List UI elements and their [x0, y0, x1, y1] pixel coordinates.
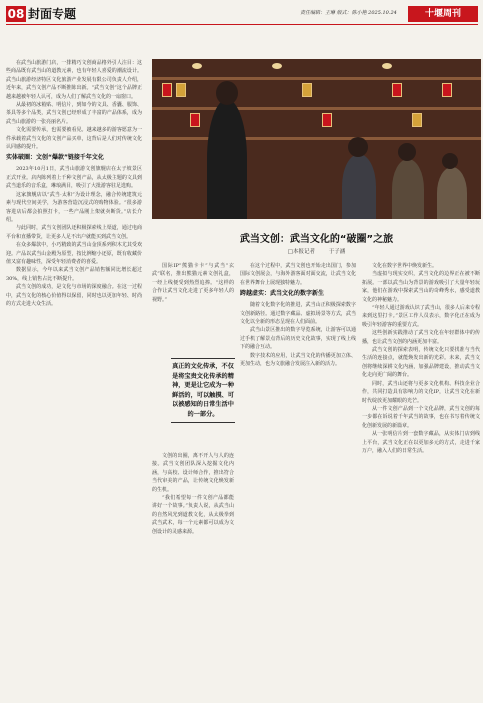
page-number: 08 — [7, 7, 25, 21]
body-paragraph: 从一张明信片到一套数字藏品，从实体门店到线上平台，武当文化正在以更加多元的方式，走进千家万户，融入人们的日常生活。 — [362, 431, 480, 454]
body-paragraph: 同时，武当山还将与更多文化机构、科技企业合作，共同打造具有影响力的文化IP，让武当文化在新时代绽放更加耀眼的光芒。 — [362, 380, 480, 404]
body-paragraph: 武当山景区推出的数字导览系统，让游客可以通过手机了解景点背后的历史文化故事，实现了线上线下的融合互动。 — [240, 327, 356, 351]
feature-photo — [152, 59, 481, 219]
subheading: 跨越虚实：武当文化的数字新生 — [240, 290, 325, 298]
editor-meta: 责任编辑：王琳 版式：陈小艳 2025.10.24 — [300, 10, 397, 16]
body-paragraph: “我们希望每一件文创产品都能讲好一个故事。”负责人说，从武当山的自然风光到道教文化，从太极拳到武当武术，每一个元素都可以成为文创设计的灵感来源。 — [152, 495, 234, 535]
body-paragraph: 随着文化数字化的推进，武当山正积极探索数字文创新路径。通过数字藏品、虚拟场景等方式，武当文化以全新的形态呈现在人们面前。 — [240, 302, 356, 326]
pull-quote: 真正的文化传承，不仅是将宝贵文化传承的精神，更是让它成为一种鲜活的，可以触摸、可以被感知的日常生活中的一部分。 — [171, 358, 235, 423]
body-paragraph: 在众多爆款中，小巧精致的武当山金顶系列积木尤其受欢迎。产品以武当山金殿为原型，按比例缩小还原，既有收藏价值又富有趣味性，深受年轻消费者的喜爱。 — [6, 242, 142, 265]
byline — [152, 247, 481, 255]
body-paragraph: 这些创新实践推动了武当文化在年轻群体中的传播，也让武当文创的内涵更加丰富。 — [362, 330, 480, 345]
byline-source: □本报记者 — [287, 249, 315, 255]
body-paragraph: 武当文创的成功，是文化与市场的深度融合。在这一过程中，武当文化的核心价值得以保留，同时也以更加年轻、时尚的方式走进大众生活。 — [6, 284, 142, 307]
body-paragraph: 数字技术的应用，让武当文化的传播更加立体、更加生动，也为文旅融合发展注入新的活力。 — [240, 352, 356, 368]
body-paragraph: 文化在数字世界中焕发新生。 — [372, 263, 438, 269]
column-middle-left-lower — [152, 452, 234, 698]
body-paragraph: 与此同时，武当文创团队还积极探索线上渠道，通过电商平台和直播带货，让更多人足不出户就能买到武当文创。 — [6, 225, 142, 240]
body-paragraph: 武当文创的探索表明，传统文化只要找准与当代生活的连接点，就能焕发出新的光彩。未来，武当文创将继续深耕文化内涵，加强品牌建设，推动武当文化走向更广阔的舞台。 — [362, 347, 480, 379]
column-middle-left — [152, 262, 234, 352]
masthead: 十堰周刊 — [408, 6, 478, 22]
column-left — [6, 59, 142, 699]
body-paragraph: 数据显示，今年以来武当文创产品销售额同比增长超过30%，线上销售占比不断提升。 — [6, 267, 142, 282]
header-rule — [6, 24, 478, 25]
column-middle — [240, 262, 356, 698]
body-paragraph: “年轻人通过游戏认识了武当山，很多人后来专程来到这里打卡。”景区工作人员表示，数字化正在成为吸引年轻游客的重要方式。 — [362, 305, 480, 328]
body-paragraph: 从一件文创产品到一个文化品牌，武当文创的每一步都在诉说着千年武当的故事，也在书写着传统文化创新发展的新篇章。 — [362, 405, 480, 429]
subheading: 实体破圈：文创“爆款”链接千年文化 — [6, 154, 104, 162]
column-right — [362, 262, 480, 698]
page-header — [0, 0, 483, 24]
body-paragraph: 2023年10月1日，武当山旅游文创旗舰店在太子坡景区正式开业。店内陈列着上千种文创产品，从太极主题的文具到武当道乐的音乐盒，琳琅满目，吸引了大批游客驻足选购。 — [6, 166, 142, 190]
body-paragraph: 从最初的冰箱贴、明信片，到如今的文具、香囊、服饰、茶具等多个品类，武当文创已经形成了丰富的产品体系，成为武当山旅游的一张亮丽名片。 — [6, 102, 142, 125]
headline: 武当文创：武当文化的“破圈”之旅 — [239, 234, 394, 245]
body-paragraph: 在武当山旅游门店，一排精巧文创商品格外引人注目：这些商品既有武当山的道教元素，也有年轻人喜爱的潮流设计。武当山旅游经济特区文化旅游产业发展有限公司负责人介绍，近年来，武当文创产品不断推陈出新。“武当文创”这个品牌正越来越被年轻人认可，成为人们了解武当文化的一扇窗口。 — [6, 60, 142, 100]
body-paragraph: 文化需要传承，也需要被看见。越来越多的游客愿意为一件承载着武当文化的文创产品买单，这背后是人们对传统文化认同感的提升。 — [6, 127, 142, 151]
body-paragraph: 在这个过程中，武当文创也开始走出国门，参加国际文创展会，与海外游客面对面交流，让武当文化在世界舞台上展现独特魅力。 — [240, 263, 356, 286]
byline-author: 于子涵 — [328, 249, 346, 255]
body-paragraph: 文创的出圈，离不开人与人的连接。武当文创团队深入挖掘文化内涵，与高校、设计师合作，推出符合当代审美的产品，让传统文化焕发新的生机。 — [152, 453, 234, 493]
section-title: 封面专题 — [28, 7, 77, 21]
body-paragraph: 国际IP“熊猫卡卡”与武当“玄武”联名，推出熊猫元素文创礼盒，一经上线便受到热烈追捧。“这样的合作让武当文化走进了更多年轻人的视野。” — [152, 263, 234, 303]
body-paragraph: 当虚拟与现实交织，武当文化的边界正在被不断拓展。一部以武当山为背景的游戏吸引了大量年轻玩家，他们在游戏中探索武当山的奇峰秀水，感受道教文化的神秘魅力。 — [362, 271, 480, 303]
body-paragraph: 这家旗舰店以“武当·太和”为设计理念，融合传统建筑元素与现代空间美学，为游客营造沉浸式的购物体验。“很多游客进店后都会拍照打卡，一些产品刚上架就卖断货。”店长介绍。 — [6, 191, 142, 223]
